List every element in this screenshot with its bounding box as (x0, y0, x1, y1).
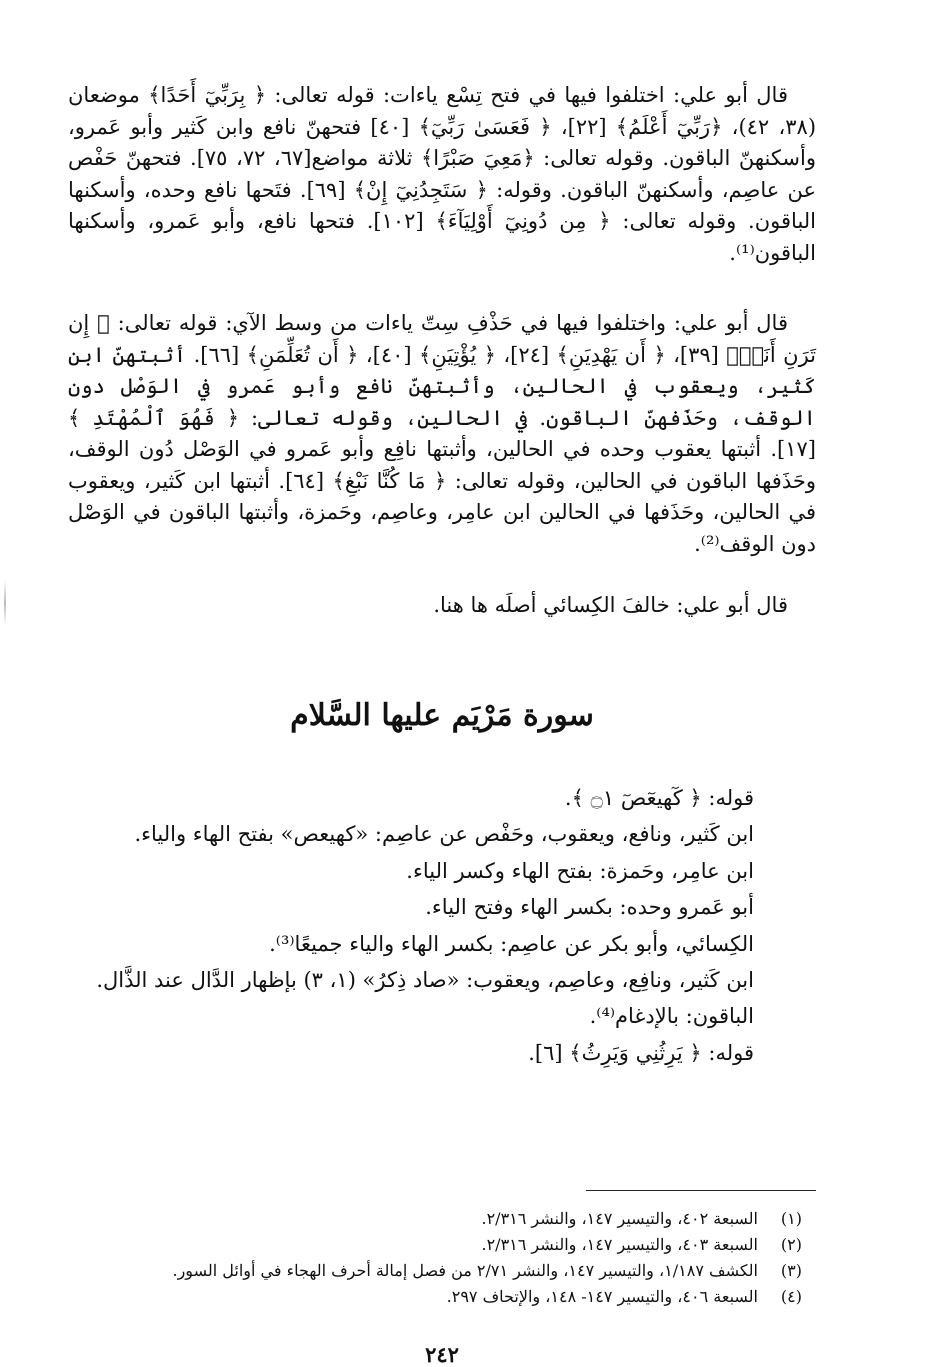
footnotes-list (68, 1206, 816, 1310)
footnote-number: (١) (780, 1209, 802, 1228)
surah-title: سورة مَرْيَم عليها السَّلام (290, 698, 594, 733)
footnote (68, 1206, 816, 1232)
paragraph-yaa-fath: قال أبو علي: اختلفوا فيها في فتح تِسْع ياءات: قوله تعالى: ﴿ بِرَبِّيٓ أَحَدًا﴾ موضعان (٣٨، ٤٢)، ﴿رَبِّيٓ أَعْلَمُ﴾ [٢٢]، ﴿ فَعَسَىٰ رَبِّيٓ﴾ [٤٠] فتحهنّ نافع وابن كَثير وأبو عَمرو، وأسكنهنّ الباقون. وقوله تعالى: ﴿مَعِيَ صَبْرًا﴾ ثلاثة مواضع[٦٧، ٧٢، ٧٥]. فتحهنّ حَفْص عن عاصِم، وأسكنهنّ الباقون. وقوله: ﴿ سَتَجِدُنِيٓ إِنْ﴾ [٦٩]. فتَحها نافع وحده، وأسكنها الباقون. وقوله تعالى: ﴿ مِن دُونِيٓ أَوْلِيَآءَ﴾ [١٠٢]. فتحها نافع، وأبو عَمرو، وأسكنها الباقون⁽¹⁾. (68, 83, 817, 265)
footnote-number: (٤) (780, 1287, 802, 1306)
list-item: ابن كَثير، ونافع، ويعقوب، وحَفْص عن عاصِم: «كهيعص» بفتح الهاء والياء. (134, 822, 754, 847)
reading-entries-list (68, 780, 816, 1071)
footnote-number: (٣) (780, 1261, 802, 1280)
list-item: الكِسائي، وأبو بكر عن عاصِم: بكسر الهاء والياء جميعًا⁽³⁾. (269, 931, 754, 956)
page-number: ٢٤٢ (425, 1342, 459, 1367)
list-item: أبو عَمرو وحده: بكسر الهاء وفتح الياء. (425, 895, 754, 920)
list-item: قوله: ﴿ يَرِثُنِي وَيَرِثُ﴾ [٦]. (528, 1040, 754, 1065)
footnote-text: الكشف ١/١٨٧، والتيسير ١٤٧، والنشر ٢/٧١ من فصل إمالة أحرف الهجاء في أوائل السور. (172, 1261, 758, 1280)
footnote (68, 1232, 816, 1258)
footnote (68, 1258, 816, 1284)
list-item: قوله: ﴿ كٓهيعٓصٓ ۝١ ﴾. (564, 786, 754, 810)
footnote-text: السبعة ٤٠٢، والتيسير ١٤٧، والنشر ٢/٣١٦. (481, 1209, 758, 1228)
list-item: الباقون: بالإدغام⁽⁴⁾. (589, 1004, 754, 1029)
paragraph-yaa-hadhf: قال أبو علي: واختلفوا فيها في حَذْفِ سِتّ ياءات من وسط الآي: قوله تعالى: ﴿ إِن تَرَنِ أَنَا۠﴾ [٣٩]، ﴿ أَن يَهْدِيَنِ﴾ [٢٤]، ﴿ يُؤْتِيَنِ﴾ [٤٠]، ﴿ أَن تُعَلِّمَنِ﴾ [٦٦]. أثبتهنّ ابن كَثير، ويعقوب في الحالين، وأثبتهنّ نافع وأبو عَمرو في الوَصْل دون الوقف، وحَذَفهنّ الباقون. في الحالين، وقوله تعالى: ﴿ فَهُوَ ٱلْمُهْتَدِ ﴾ [١٧]. أثبتها يعقوب وحده في الحالين، وأثبتها نافِع وأبو عَمرو في الوَصْل دُون الوقف، وحَذَفها الباقون في الحالين، وقوله تعالى: ﴿ مَا كُنَّا نَبْغِ﴾ [٦٤]. أثبتها ابن كَثير، ويعقوب في الحالين، وحَذَفها في الحالين ابن عامِر، وعاصِم، وحَمزة، وأثبتها الباقون في الوَصْل دون الوقف⁽²⁾. (68, 311, 817, 556)
footnote-number: (٢) (780, 1235, 802, 1254)
footnote-text: السبعة ٤٠٦، والتيسير ١٤٧- ١٤٨، والإتحاف ٢٩٧. (446, 1287, 758, 1306)
list-item: ابن عامِر، وحَمزة: بفتح الهاء وكسر الياء. (406, 858, 754, 883)
footnote-text: السبعة ٤٠٣، والتيسير ١٤٧، والنشر ٢/٣١٦. (481, 1235, 758, 1254)
scan-edge-mark (4, 580, 6, 626)
paragraph-kisai: قال أبو علي: خالفَ الكِسائي أصلَه ها هنا. (433, 593, 788, 617)
footnote-divider (586, 1190, 816, 1191)
list-item: ابن كَثير، ونافِع، وعاصِم، ويعقوب: «صاد ذِكرُ» (١، ٣) بإظهار الدَّال عند الذَّال. (96, 968, 754, 993)
footnote (68, 1284, 816, 1310)
